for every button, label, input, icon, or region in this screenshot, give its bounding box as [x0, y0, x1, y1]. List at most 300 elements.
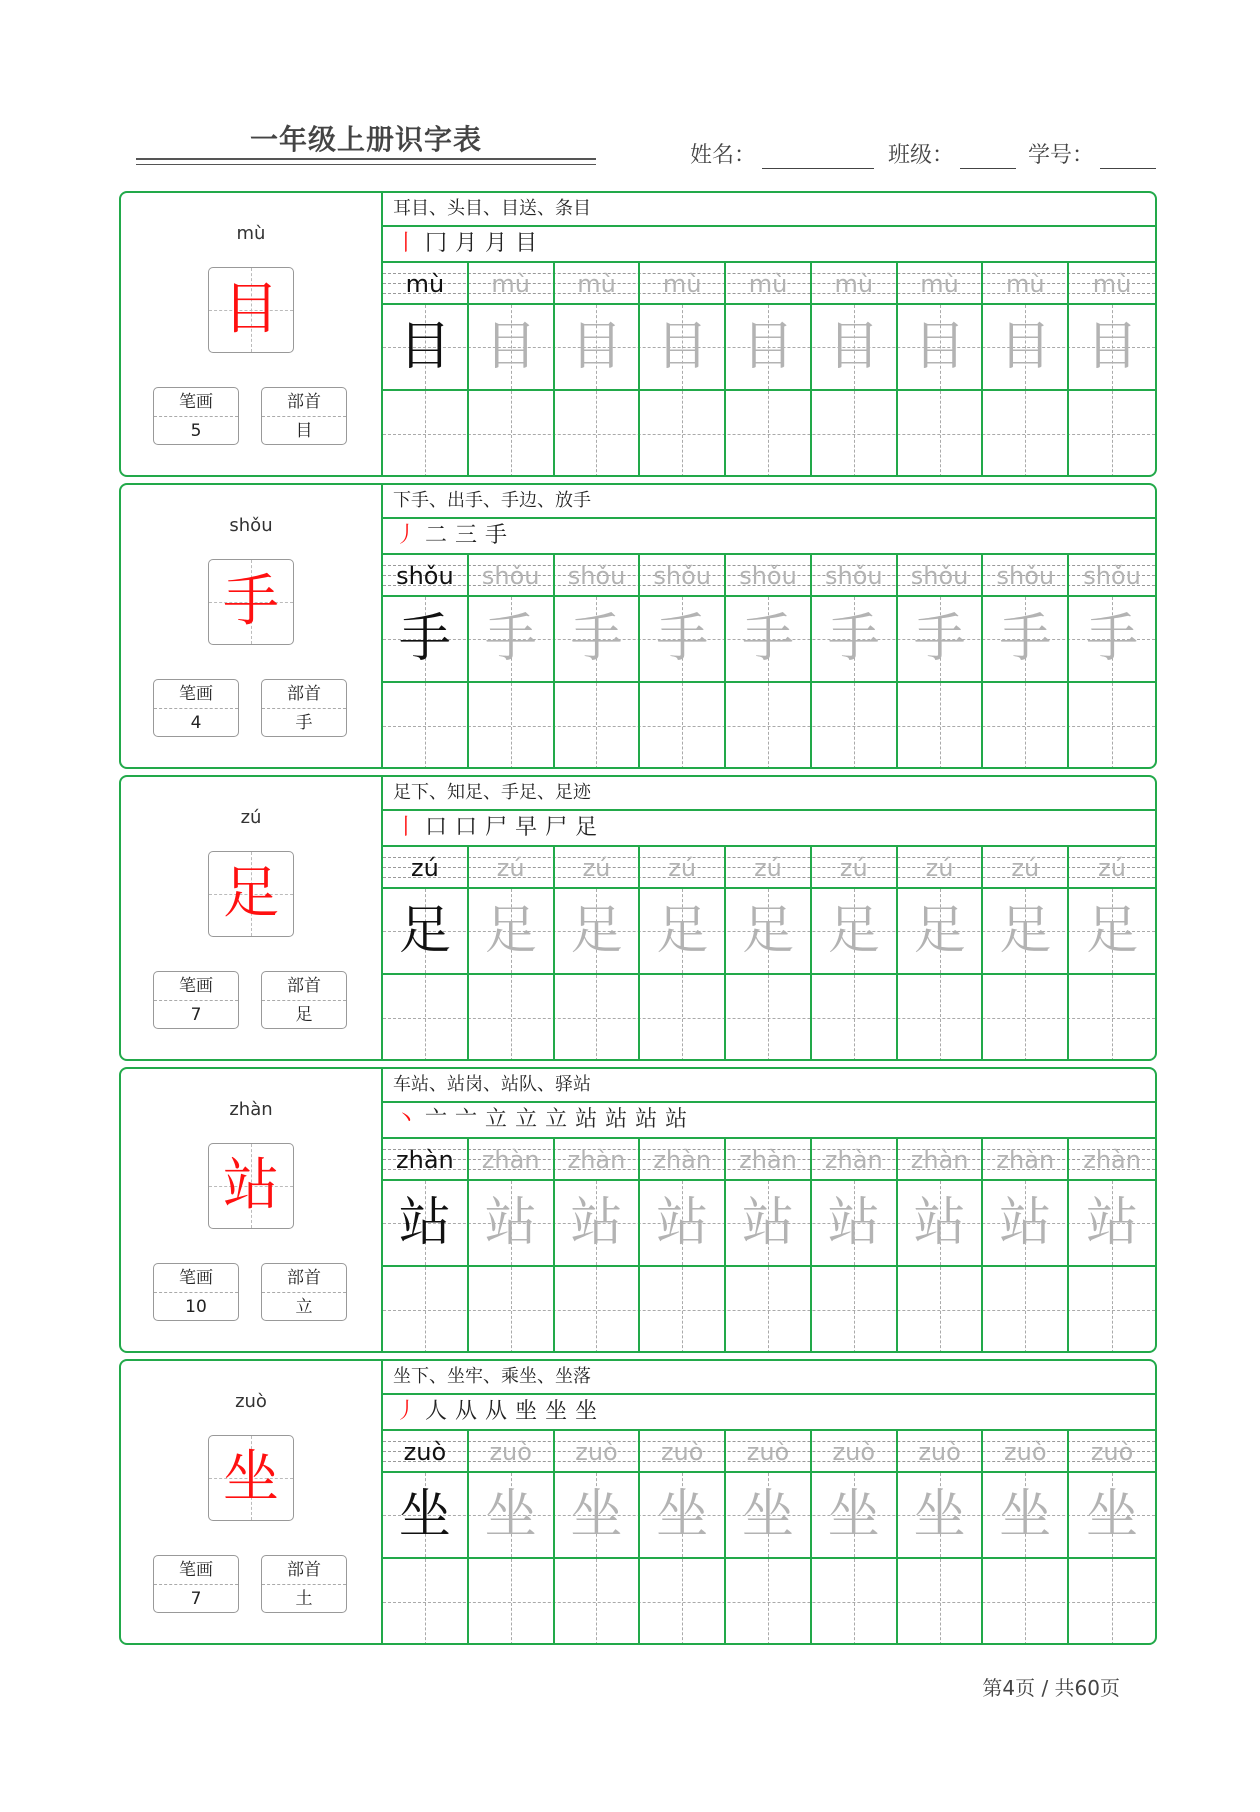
trace-cell[interactable] — [983, 1181, 1069, 1265]
char-display: 坐 — [223, 1445, 279, 1510]
blank-cell[interactable] — [640, 1267, 726, 1353]
trace-cell[interactable] — [1069, 889, 1155, 973]
stroke-step: 立 — [485, 1107, 508, 1132]
pinyin-cell[interactable]: shǒu — [640, 555, 726, 595]
radical-value: 土 — [295, 1589, 313, 1609]
trace-char: 足 — [656, 901, 709, 961]
trace-char: 目 — [827, 317, 880, 377]
trace-cell[interactable] — [1069, 597, 1155, 681]
char-display: 目 — [223, 277, 279, 342]
stroke-count-value: 7 — [190, 1589, 202, 1609]
stroke-step: 立 — [515, 1107, 538, 1132]
trace-cell[interactable] — [812, 889, 898, 973]
radical-label: 部首 — [262, 972, 346, 1001]
blank-row — [383, 1559, 1155, 1645]
pinyin-cell[interactable]: shǒu — [898, 555, 984, 595]
stroke-order — [383, 1103, 1155, 1139]
trace-cell[interactable] — [812, 1181, 898, 1265]
trace-char: 目 — [656, 317, 709, 377]
trace-char: 坐 — [741, 1485, 794, 1545]
trace-char: 足 — [570, 901, 623, 961]
pinyin-cell[interactable]: zú — [898, 847, 984, 887]
stroke-step: 丿 — [395, 523, 418, 548]
character-card — [119, 1359, 1157, 1645]
practice-panel — [383, 193, 1155, 475]
blank-cell[interactable] — [812, 975, 898, 1061]
pinyin-cell[interactable]: zuò — [812, 1431, 898, 1471]
trace-row — [383, 305, 1155, 391]
blank-cell[interactable] — [812, 683, 898, 769]
practice-panel — [383, 1069, 1155, 1351]
stroke-count-box — [153, 1263, 239, 1321]
trace-char: 手 — [913, 609, 966, 669]
stroke-count-value: 4 — [190, 713, 202, 733]
stroke-count-value: 5 — [190, 421, 202, 441]
blank-cell[interactable] — [555, 683, 641, 769]
stroke-count-label: 笔画 — [154, 388, 238, 417]
stroke-step: 从 — [455, 1399, 478, 1424]
class-blank[interactable] — [960, 146, 1016, 169]
blank-cell[interactable] — [469, 391, 555, 477]
pinyin-cell[interactable]: shǒu — [469, 555, 555, 595]
trace-cell[interactable] — [983, 889, 1069, 973]
radical-label: 部首 — [262, 1264, 346, 1293]
blank-cell[interactable] — [555, 1267, 641, 1353]
blank-cell[interactable] — [640, 975, 726, 1061]
blank-cell[interactable] — [983, 1559, 1069, 1645]
trace-cell[interactable] — [469, 889, 555, 973]
blank-cell[interactable] — [383, 1267, 469, 1353]
radical-value: 手 — [295, 713, 313, 733]
stroke-count-box — [153, 971, 239, 1029]
trace-char: 足 — [913, 901, 966, 961]
trace-char: 坐 — [398, 1485, 451, 1545]
stroke-step: 站 — [665, 1107, 688, 1132]
trace-cell[interactable] — [726, 889, 812, 973]
blank-cell[interactable] — [1069, 683, 1155, 769]
pinyin-cell[interactable]: shǒu — [383, 555, 469, 595]
trace-char: 坐 — [484, 1485, 537, 1545]
pinyin-cell[interactable]: zhàn — [812, 1139, 898, 1179]
id-label: 学号： — [1028, 143, 1095, 168]
blank-cell[interactable] — [640, 683, 726, 769]
pinyin-cell[interactable]: zuò — [555, 1431, 641, 1471]
blank-cell[interactable] — [726, 391, 812, 477]
trace-char: 坐 — [827, 1485, 880, 1545]
stroke-count-box — [153, 1555, 239, 1613]
trace-char: 手 — [741, 609, 794, 669]
character-card — [119, 775, 1157, 1061]
stroke-count-label: 笔画 — [154, 1556, 238, 1585]
pinyin-cell[interactable]: mù — [555, 263, 641, 303]
trace-char: 站 — [913, 1193, 966, 1253]
pinyin-cell[interactable]: zú — [726, 847, 812, 887]
trace-cell[interactable] — [469, 1473, 555, 1557]
trace-char: 手 — [570, 609, 623, 669]
trace-cell[interactable] — [555, 597, 641, 681]
trace-cell[interactable] — [1069, 305, 1155, 389]
pinyin-cell[interactable]: zú — [983, 847, 1069, 887]
blank-cell[interactable] — [898, 975, 984, 1061]
page-title: 一年级上册识字表 — [249, 123, 482, 156]
trace-cell[interactable] — [469, 1181, 555, 1265]
pinyin-cell[interactable]: mù — [383, 263, 469, 303]
stroke-step: 足 — [575, 815, 598, 840]
pinyin-cell[interactable]: mù — [983, 263, 1069, 303]
pinyin-cell[interactable]: zuò — [898, 1431, 984, 1471]
trace-cell[interactable] — [898, 1181, 984, 1265]
stroke-count-value: 7 — [190, 1005, 202, 1025]
trace-char: 手 — [827, 609, 880, 669]
radical-label: 部首 — [262, 388, 346, 417]
trace-cell[interactable] — [383, 305, 469, 389]
pinyin-row — [383, 1139, 1155, 1181]
stroke-count-box — [153, 679, 239, 737]
char-display: 足 — [223, 861, 279, 926]
blank-cell[interactable] — [555, 975, 641, 1061]
page-number: 第4页 / 共60页 — [982, 1676, 1120, 1700]
title-underline-thin — [136, 164, 596, 165]
pinyin-cell[interactable]: mù — [469, 263, 555, 303]
stroke-step: 丿 — [395, 1399, 418, 1424]
blank-cell[interactable] — [469, 1267, 555, 1353]
page-header — [0, 0, 1260, 180]
pinyin-cell[interactable]: shǒu — [1083, 562, 1141, 590]
practice-grid — [383, 263, 1155, 475]
pinyin-row — [383, 555, 1155, 597]
stroke-step: 口 — [455, 815, 478, 840]
stroke-step: 冂 — [425, 231, 448, 256]
trace-char: 目 — [1086, 317, 1139, 377]
id-blank[interactable] — [1100, 146, 1156, 169]
blank-cell[interactable] — [812, 1267, 898, 1353]
stroke-step: 坐 — [545, 1399, 568, 1424]
stroke-step: 站 — [605, 1107, 628, 1132]
character-card — [119, 191, 1157, 477]
trace-cell[interactable] — [812, 1473, 898, 1557]
trace-cell[interactable] — [383, 889, 469, 973]
trace-cell[interactable] — [1069, 1181, 1155, 1265]
trace-char: 站 — [484, 1193, 537, 1253]
blank-cell[interactable] — [383, 1559, 469, 1645]
trace-char: 手 — [398, 609, 451, 669]
blank-cell[interactable] — [383, 391, 469, 477]
char-display: 手 — [223, 569, 279, 634]
blank-cell[interactable] — [898, 683, 984, 769]
practice-panel — [383, 1361, 1155, 1643]
stroke-step: 从 — [485, 1399, 508, 1424]
trace-char: 足 — [741, 901, 794, 961]
radical-value: 立 — [295, 1297, 313, 1317]
pinyin-cell[interactable]: zú — [640, 847, 726, 887]
stroke-count-value: 10 — [185, 1297, 207, 1317]
blank-cell[interactable] — [812, 1559, 898, 1645]
trace-cell[interactable] — [726, 597, 812, 681]
stroke-step: 二 — [425, 523, 448, 548]
stroke-step: 立 — [545, 1107, 568, 1132]
stroke-step: 丨 — [395, 815, 418, 840]
radical-box — [261, 1555, 347, 1613]
blank-cell[interactable] — [812, 391, 898, 477]
stroke-step: 早 — [515, 815, 538, 840]
card-info-panel — [121, 193, 383, 475]
trace-row — [383, 889, 1155, 975]
char-pinyin: mù — [236, 223, 266, 244]
trace-char: 目 — [913, 317, 966, 377]
pinyin-cell[interactable]: zhàn — [983, 1139, 1069, 1179]
pinyin-row — [383, 847, 1155, 889]
blank-cell[interactable] — [555, 391, 641, 477]
trace-char: 站 — [398, 1193, 451, 1253]
blank-cell[interactable] — [726, 1267, 812, 1353]
pinyin-cell[interactable]: shǒu — [983, 555, 1069, 595]
char-display-box — [208, 1435, 294, 1521]
blank-cell[interactable] — [983, 975, 1069, 1061]
pinyin-row — [383, 1431, 1155, 1473]
pinyin-cell[interactable]: mù — [898, 263, 984, 303]
trace-cell[interactable] — [898, 1473, 984, 1557]
pinyin-cell[interactable]: zuò — [726, 1431, 812, 1471]
trace-cell[interactable] — [555, 1473, 641, 1557]
stroke-step: 站 — [635, 1107, 658, 1132]
practice-grid — [383, 555, 1155, 767]
id-field[interactable] — [1028, 138, 1156, 169]
blank-cell[interactable] — [898, 1559, 984, 1645]
trace-cell[interactable] — [898, 889, 984, 973]
trace-cell[interactable] — [555, 889, 641, 973]
trace-char: 站 — [1086, 1193, 1139, 1253]
trace-char: 足 — [1086, 901, 1139, 961]
stroke-step: 口 — [425, 815, 448, 840]
card-info-panel — [121, 1361, 383, 1643]
stroke-count-label: 笔画 — [154, 1264, 238, 1293]
stroke-step: 三 — [455, 523, 478, 548]
trace-char: 手 — [484, 609, 537, 669]
blank-cell[interactable] — [898, 1267, 984, 1353]
blank-cell[interactable] — [898, 391, 984, 477]
blank-cell[interactable] — [383, 683, 469, 769]
class-label: 班级： — [888, 143, 955, 168]
pinyin-cell[interactable]: zuò — [469, 1431, 555, 1471]
character-card — [119, 1067, 1157, 1353]
pinyin-cell[interactable]: zhàn — [1083, 1146, 1141, 1174]
trace-char: 足 — [484, 901, 537, 961]
title-underline — [136, 158, 596, 160]
blank-cell[interactable] — [1069, 975, 1155, 1061]
trace-cell[interactable] — [898, 597, 984, 681]
example-words: 耳目、头目、目送、条目 — [383, 193, 1155, 227]
card-info-panel — [121, 1069, 383, 1351]
trace-char: 目 — [484, 317, 537, 377]
trace-char: 目 — [999, 317, 1052, 377]
char-display-box — [208, 559, 294, 645]
char-display-box — [208, 267, 294, 353]
trace-char: 坐 — [999, 1485, 1052, 1545]
card-info-panel — [121, 485, 383, 767]
stroke-order — [383, 1395, 1155, 1431]
class-field[interactable] — [888, 138, 1016, 169]
pinyin-cell[interactable]: mù — [1092, 270, 1132, 298]
trace-char: 站 — [570, 1193, 623, 1253]
blank-cell[interactable] — [1069, 391, 1155, 477]
trace-cell[interactable] — [812, 597, 898, 681]
practice-grid — [383, 847, 1155, 1059]
trace-char: 坐 — [570, 1485, 623, 1545]
blank-cell[interactable] — [726, 683, 812, 769]
trace-cell[interactable] — [983, 1473, 1069, 1557]
trace-char: 目 — [741, 317, 794, 377]
name-label: 姓名： — [690, 143, 757, 168]
trace-char: 坐 — [656, 1485, 709, 1545]
pinyin-cell[interactable]: zú — [555, 847, 641, 887]
pinyin-cell[interactable]: zuò — [983, 1431, 1069, 1471]
radical-box — [261, 679, 347, 737]
trace-cell[interactable] — [812, 305, 898, 389]
pinyin-cell[interactable]: zú — [469, 847, 555, 887]
char-display-box — [208, 1143, 294, 1229]
trace-cell[interactable] — [983, 305, 1069, 389]
pinyin-cell[interactable]: zhàn — [555, 1139, 641, 1179]
pinyin-cell[interactable]: zú — [1098, 854, 1126, 882]
stroke-step: 目 — [515, 231, 538, 256]
trace-cell[interactable] — [640, 1473, 726, 1557]
char-pinyin: shǒu — [229, 515, 273, 536]
radical-label: 部首 — [262, 1556, 346, 1585]
trace-cell[interactable] — [1069, 1473, 1155, 1557]
stroke-count-label: 笔画 — [154, 680, 238, 709]
pinyin-cell[interactable]: zhàn — [640, 1139, 726, 1179]
trace-row — [383, 597, 1155, 683]
pinyin-cell[interactable]: zú — [812, 847, 898, 887]
pinyin-cell[interactable]: shǒu — [812, 555, 898, 595]
blank-cell[interactable] — [983, 1267, 1069, 1353]
trace-cell[interactable] — [383, 1473, 469, 1557]
blank-cell[interactable] — [983, 683, 1069, 769]
trace-cell[interactable] — [726, 305, 812, 389]
blank-cell[interactable] — [469, 975, 555, 1061]
practice-panel — [383, 777, 1155, 1059]
character-card — [119, 483, 1157, 769]
blank-cell[interactable] — [640, 1559, 726, 1645]
trace-cell[interactable] — [983, 597, 1069, 681]
trace-cell[interactable] — [469, 597, 555, 681]
trace-char: 目 — [398, 317, 451, 377]
blank-row — [383, 1267, 1155, 1353]
trace-row — [383, 1181, 1155, 1267]
blank-row — [383, 683, 1155, 769]
trace-cell[interactable] — [640, 597, 726, 681]
pinyin-cell[interactable]: shǒu — [726, 555, 812, 595]
trace-cell[interactable] — [383, 597, 469, 681]
trace-cell[interactable] — [898, 305, 984, 389]
blank-cell[interactable] — [1069, 1267, 1155, 1353]
example-words: 下手、出手、手边、放手 — [383, 485, 1155, 519]
name-field[interactable] — [690, 138, 874, 169]
pinyin-cell[interactable]: zuò — [1090, 1438, 1134, 1466]
trace-char: 坐 — [1086, 1485, 1139, 1545]
stroke-step: 亠 — [425, 1107, 448, 1132]
stroke-step: 丶 — [395, 1107, 418, 1132]
blank-cell[interactable] — [555, 1559, 641, 1645]
pinyin-cell[interactable]: zhàn — [898, 1139, 984, 1179]
char-pinyin: zhàn — [229, 1099, 273, 1120]
stroke-order — [383, 227, 1155, 263]
trace-char: 手 — [656, 609, 709, 669]
trace-cell[interactable] — [726, 1473, 812, 1557]
trace-cell[interactable] — [640, 889, 726, 973]
pinyin-cell[interactable]: mù — [640, 263, 726, 303]
trace-cell[interactable] — [383, 1181, 469, 1265]
pinyin-cell[interactable]: mù — [812, 263, 898, 303]
stroke-order — [383, 811, 1155, 847]
pinyin-cell[interactable]: zhàn — [726, 1139, 812, 1179]
blank-cell[interactable] — [983, 391, 1069, 477]
trace-cell[interactable] — [469, 305, 555, 389]
practice-panel — [383, 485, 1155, 767]
stroke-step: 月 — [485, 231, 508, 256]
example-words: 车站、站岗、站队、驿站 — [383, 1069, 1155, 1103]
stroke-step: 人 — [425, 1399, 448, 1424]
trace-char: 足 — [999, 901, 1052, 961]
stroke-step: 㘴 — [515, 1399, 538, 1424]
pinyin-cell[interactable]: zuò — [640, 1431, 726, 1471]
stroke-step: 站 — [575, 1107, 598, 1132]
stroke-step: 月 — [455, 231, 478, 256]
radical-box — [261, 1263, 347, 1321]
trace-char: 站 — [827, 1193, 880, 1253]
blank-cell[interactable] — [640, 391, 726, 477]
trace-row — [383, 1473, 1155, 1559]
pinyin-row — [383, 263, 1155, 305]
blank-cell[interactable] — [469, 683, 555, 769]
practice-grid — [383, 1139, 1155, 1351]
pinyin-cell[interactable]: zú — [383, 847, 469, 887]
blank-cell[interactable] — [726, 975, 812, 1061]
trace-cell[interactable] — [726, 1181, 812, 1265]
char-pinyin: zú — [240, 807, 262, 828]
pinyin-cell[interactable]: shǒu — [555, 555, 641, 595]
stroke-count-label: 笔画 — [154, 972, 238, 1001]
radical-value: 目 — [295, 421, 313, 441]
trace-char: 站 — [741, 1193, 794, 1253]
trace-cell[interactable] — [640, 1181, 726, 1265]
pinyin-cell[interactable]: mù — [726, 263, 812, 303]
radical-value: 足 — [295, 1005, 313, 1025]
stroke-step: 丨 — [395, 231, 418, 256]
char-display: 站 — [223, 1153, 279, 1218]
blank-cell[interactable] — [1069, 1559, 1155, 1645]
blank-cell[interactable] — [726, 1559, 812, 1645]
trace-cell[interactable] — [640, 305, 726, 389]
trace-cell[interactable] — [555, 1181, 641, 1265]
blank-cell[interactable] — [469, 1559, 555, 1645]
radical-label: 部首 — [262, 680, 346, 709]
stroke-step: 坐 — [575, 1399, 598, 1424]
stroke-step: 尸 — [545, 815, 568, 840]
stroke-order — [383, 519, 1155, 555]
pinyin-cell[interactable]: zuò — [383, 1431, 469, 1471]
practice-grid — [383, 1431, 1155, 1643]
pinyin-cell[interactable]: zhàn — [469, 1139, 555, 1179]
pinyin-cell[interactable]: zhàn — [383, 1139, 469, 1179]
blank-row — [383, 975, 1155, 1061]
stroke-step: 亠 — [455, 1107, 478, 1132]
name-blank[interactable] — [762, 146, 874, 169]
blank-row — [383, 391, 1155, 477]
blank-cell[interactable] — [383, 975, 469, 1061]
trace-cell[interactable] — [555, 305, 641, 389]
radical-box — [261, 387, 347, 445]
